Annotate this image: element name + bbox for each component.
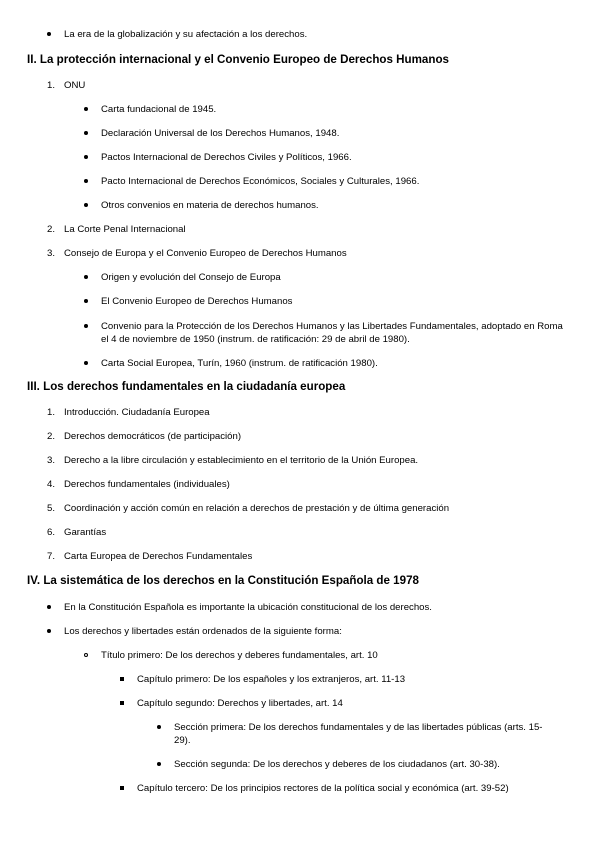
bullet-icon xyxy=(84,179,88,183)
sub-list-item: Carta Social Europea, Turín, 1960 (instrum. de ratificación 1980). xyxy=(101,358,378,369)
bullet-icon xyxy=(47,605,51,609)
sub-list-item: Otros convenios en materia de derechos humanos. xyxy=(101,200,319,211)
titulo-item: Título primero: De los derechos y deberes fundamentales, art. 10 xyxy=(101,650,378,661)
bullet-icon xyxy=(84,203,88,207)
bullet-icon xyxy=(84,361,88,365)
bullet-icon xyxy=(47,32,51,36)
square-bullet-icon xyxy=(120,677,124,681)
section-heading-2: II. La protección internacional y el Convenio Europeo de Derechos Humanos xyxy=(27,53,449,66)
section-heading-3: III. Los derechos fundamentales en la ciudadanía europea xyxy=(27,380,346,393)
list-item: Derecho a la libre circulación y establecimiento en el territorio de la Unión Europea. xyxy=(64,455,419,466)
list-number: 3. xyxy=(47,455,56,466)
bullet-icon xyxy=(84,275,88,279)
list-number: 2. xyxy=(47,224,56,235)
sub-list-item: Convenio para la Protección de los Derechos Humanos y las Libertades Fundamentales, adoptado en Roma el 4 de noviembre de 1950 (instrum. de ratificación: 29 de abril de 1980). xyxy=(101,321,563,345)
list-item: En la Constitución Española es importante la ubicación constitucional de los derechos. xyxy=(64,602,432,613)
capitulo-item: Capítulo tercero: De los principios rectores de la política social y económica (art. 39-52) xyxy=(137,783,509,794)
list-number: 4. xyxy=(47,479,56,490)
list-item: Introducción. Ciudadanía Europea xyxy=(64,407,210,418)
list-item: Garantías xyxy=(64,527,107,538)
list-item: Carta Europea de Derechos Fundamentales xyxy=(64,551,253,562)
intro-list-item: La era de la globalización y su afectación a los derechos. xyxy=(64,29,308,40)
list-item: La Corte Penal Internacional xyxy=(64,224,186,235)
list-number: 6. xyxy=(47,527,56,538)
square-bullet-icon xyxy=(120,786,124,790)
sub-list-item: El Convenio Europeo de Derechos Humanos xyxy=(101,296,293,307)
bullet-icon xyxy=(84,324,88,328)
list-item: ONU xyxy=(64,80,86,91)
list-item: Coordinación y acción común en relación a derechos de prestación y de última generación xyxy=(64,503,450,514)
sub-list-item: Pacto Internacional de Derechos Económicos, Sociales y Culturales, 1966. xyxy=(101,176,420,187)
bullet-icon xyxy=(84,155,88,159)
list-number: 2. xyxy=(47,431,56,442)
seccion-item: Sección segunda: De los derechos y deberes de los ciudadanos (art. 30-38). xyxy=(174,759,500,770)
sub-list-item: Origen y evolución del Consejo de Europa xyxy=(101,272,281,283)
sub-list-item: Pactos Internacional de Derechos Civiles y Políticos, 1966. xyxy=(101,152,352,163)
bullet-icon xyxy=(47,629,51,633)
list-number: 3. xyxy=(47,248,56,259)
capitulo-item: Capítulo primero: De los españoles y los extranjeros, art. 11-13 xyxy=(137,674,406,685)
list-number: 5. xyxy=(47,503,56,514)
list-item: Derechos democráticos (de participación) xyxy=(64,431,242,442)
bullet-icon xyxy=(157,762,161,766)
circle-bullet-icon xyxy=(84,653,88,657)
section-heading-4: IV. La sistemática de los derechos en la Constitución Española de 1978 xyxy=(27,574,419,587)
bullet-icon xyxy=(84,107,88,111)
sub-list-item: Declaración Universal de los Derechos Humanos, 1948. xyxy=(101,128,340,139)
square-bullet-icon xyxy=(120,701,124,705)
sub-list-item: Carta fundacional de 1945. xyxy=(101,104,217,115)
capitulo-item: Capítulo segundo: Derechos y libertades, art. 14 xyxy=(137,698,343,709)
list-item: Derechos fundamentales (individuales) xyxy=(64,479,230,490)
list-item: Consejo de Europa y el Convenio Europeo de Derechos Humanos xyxy=(64,248,347,259)
list-number: 1. xyxy=(47,80,56,91)
seccion-item: Sección primera: De los derechos fundamentales y de las libertades públicas (arts. 15-29). xyxy=(174,722,543,746)
list-item: Los derechos y libertades están ordenados de la siguiente forma: xyxy=(64,626,342,637)
bullet-icon xyxy=(84,299,88,303)
bullet-icon xyxy=(84,131,88,135)
list-number: 7. xyxy=(47,551,56,562)
bullet-icon xyxy=(157,725,161,729)
list-number: 1. xyxy=(47,407,56,418)
